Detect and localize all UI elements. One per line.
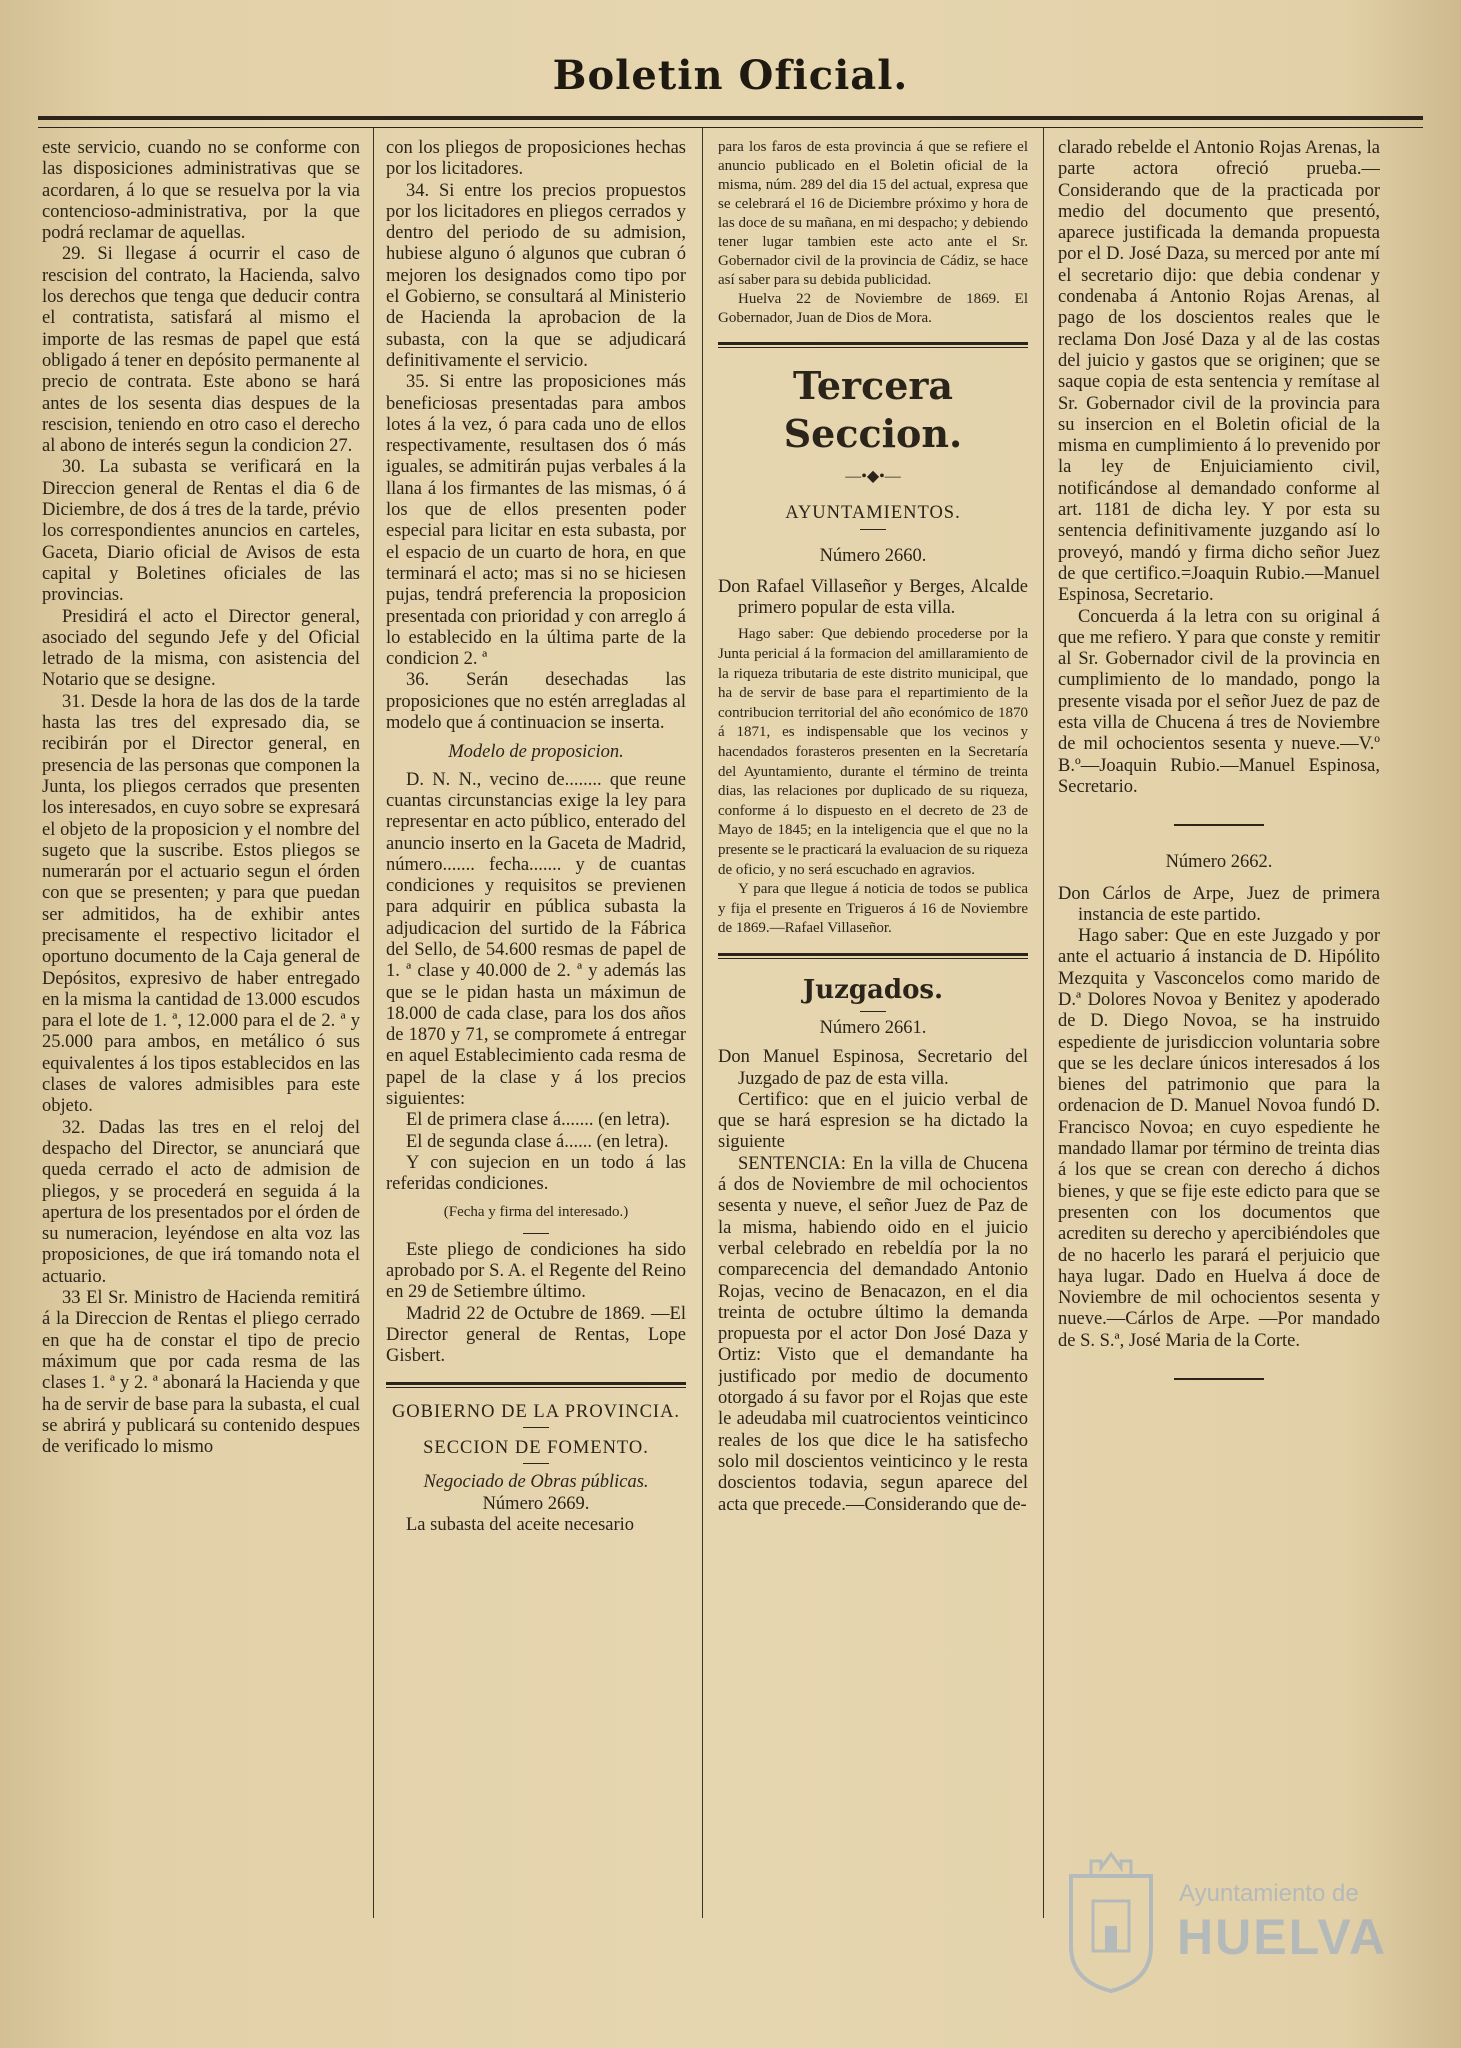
paragraph: Hago saber: Que en este Juzgado y por ante el actuario á instancia de D. Hipólito Mezquita y Vasconcelos como marido de D.ª Dolores Novoa y Benitez y apoderado de D. Diego Novoa, se ha instruido espediente de jurisdiccion voluntaria sobre que se les declare únicos interesados á los bienes del patrimonio que para la ordenacion de D. Manuel Novoa fundó D. Francisco Novoa; en cuyo espediente he mandado llamar por término de treinta dias á los que se crean con derecho á dichos bienes, y que se fije este edicto para que se presenten con los documentos que acrediten su derecho y apercibiéndoles que de no hacerlo les parará el perjuicio que haya lugar. Dado en Huelva á doce de Noviembre de mil ochocientos sesenta y nueve.—Cárlos de Arpe. —Por mandado de S. S.ª, José Maria de la Corte.: [1058, 926, 1380, 1351]
paragraph: Huelva 22 de Noviembre de 1869. El Gobernador, Juan de Dios de Mora.: [718, 291, 1028, 326]
notice-number: Número 2660.: [819, 545, 927, 566]
paragraph: Y para que llegue á noticia de todos se publica y fija el presente en Trigueros á 16 de Noviembre de 1869.—Rafael Villaseñor.: [718, 881, 1028, 937]
section-rule: [386, 1382, 686, 1388]
paragraph: Hago saber: Que debiendo procederse por la Junta pericial á la formacion del amillaramiento de la riqueza tributaria de este distrito municipal, que ha de servir de base para el repartimiento de la contribucion territorial del año económico de 1870 á 1871, es indispensable que los vecinos y hacendados forasteros presenten en la Secretaría del Ayuntamiento, durante el término de treinta dias, las relaciones por duplicado de su riqueza, conforme á lo dispuesto en el decreto de 23 de Mayo de 1845; en la inteligencia que el que no la presente se le practicará la evaluacion de su riqueza de oficio, y no será escuchado en agravios.: [718, 626, 1028, 878]
subsection-heading: Negociado de Obras públicas.: [423, 1472, 649, 1493]
paragraph: Concuerda á la letra con su original á que me refiero. Y para que conste y remitir al Sr. Gobernador civil de la provincia en cumplimiento de lo mandado, pongo la presente visada por el señor Juez de paz de esta villa de Chucena á tres de Noviembre de mil ochocientos sesenta y nueve.—V.º B.º—Joaquin Rubio.—Manuel Espinosa, Secretario.: [1058, 606, 1380, 797]
paragraph: El de segunda clase á...... (en letra).: [406, 1131, 669, 1152]
paragraph: El de primera clase á....... (en letra).: [406, 1110, 671, 1131]
paragraph: 36. Serán desechadas las proposiciones que no estén arregladas al modelo que á continuacion se inserta.: [386, 670, 686, 734]
paragraph: 29. Si llegase á ocurrir el caso de rescision del contrato, la Hacienda, salvo los derechos que tenga que deducir contra el contratista, satisfará al mismo el importe de las resmas de papel que está obligado á tener en depósito permanente al precio de contrata. Este abono se hará antes de los sesenta dias despues de la rescision, teniendo en otro caso el derecho al abono de interés segun la condicion 27.: [42, 244, 360, 457]
separator: [860, 529, 886, 530]
section-heading: SECCION DE FOMENTO.: [423, 1437, 649, 1458]
paragraph: SENTENCIA: En la villa de Chucena á dos de Noviembre de mil ochocientos sesenta y nueve, el señor Juez de Paz de la misma, habiendo oido en el juicio verbal celebrado en rebeldía por la no comparecencia del demandado Antonio Rojas, vecino de Benacazon, en el dia treinta de octubre último la demanda propuesta por el actor Don José Daza y Ortiz: Visto que el demandante ha justificado por medio de documento otorgado á su favor por el Rojas que este le adeudaba mil cuatrocientos veinticinco reales de los que dice le ha satisfecho solo mil doscientos veinticinco y le resta doscientos todavia, segun aparece del acta que precede.—Considerando que de-: [718, 1153, 1028, 1515]
section-rule: [718, 342, 1028, 348]
ayuntamientos-heading: AYUNTAMIENTOS.: [785, 503, 961, 524]
column-3: [718, 138, 1028, 1900]
masthead-rule: [38, 116, 1423, 128]
ornament-icon: —•◆•—: [845, 468, 901, 485]
signature-note: (Fecha y firma del interesado.): [443, 1203, 629, 1220]
paragraph: 31. Desde la hora de las dos de la tarde hasta las tres del expresado dia, se recibirán por el Director general, en presencia de las personas que componen la Junta, los pliegos cerrados que presenten los interesados, en cuyo sobre se expresará el objeto de la proposicion y el nombre del sugeto que la suscribe. Estos pliegos se numerarán por el actuario segun el órden con que se presenten; y para que puedan ser admitidos, ha de exhibir antes precisamente el respectivo licitador el oportuno documento de la Caja general de Depósitos, expresivo de haber entregado en la misma la cantidad de 13.000 escudos para el lote de 1. ª, 12.000 para el de 2. ª y 25.000 para ambos, en metálico ó sus equivalentes á los tipos establecidos en las clases de valores admisibles para este objeto.: [42, 691, 360, 1117]
separator: [523, 1233, 549, 1234]
separator: [1174, 824, 1264, 826]
watermark-line2: HUELVA: [1177, 1909, 1388, 1965]
separator: [860, 1011, 886, 1012]
juzgados-heading: Juzgados.: [802, 974, 944, 1005]
section-rule: [718, 953, 1028, 959]
column-1: [42, 138, 360, 1900]
paragraph: D. N. N., vecino de........ que reune cuantas circunstancias exige la ley para representar en acto público, enterado del anuncio inserto en la Gaceta de Madrid, número....... fecha....... y de cuantas condiciones y requisitos se previenen para adquirir en pública subasta la adjudicacion del surtido de la Fábrica del Sello, de 54.600 resmas de papel de 1. ª clase y 40.000 de 2. ª y además las que se le pidan hasta un máximun de 18.000 de cada clase, para los dos años de 1870 y 71, se compromete á entregar en aquel Establecimiento cada resma de papel de la clase y á los precios siguientes:: [386, 769, 686, 1110]
column-divider: [702, 128, 703, 1918]
separator: [523, 1463, 549, 1464]
paragraph: Don Rafael Villaseñor y Berges, Alcalde primero popular de esta villa.: [718, 576, 1028, 619]
column-2: [386, 138, 686, 1900]
separator: [1174, 1378, 1264, 1380]
notice-number: Número 2661.: [819, 1017, 927, 1038]
city-crest-icon: [1061, 1846, 1161, 1996]
notice-number: Número 2662.: [1165, 852, 1273, 873]
paragraph: Este pliego de condiciones ha sido aprobado por S. A. el Regente del Reino en 29 de Setiembre último.: [386, 1239, 686, 1303]
paragraph: Madrid 22 de Octubre de 1869. —El Director general de Rentas, Lope Gisbert.: [386, 1303, 686, 1367]
paragraph: Don Cárlos de Arpe, Juez de primera instancia de este partido.: [1058, 883, 1380, 925]
paragraph: La subasta del aceite necesario: [406, 1514, 635, 1535]
paragraph: con los pliegos de proposiciones hechas por los licitadores.: [386, 138, 686, 180]
paragraph: este servicio, cuando no se conforme con las disposiciones administrativas que se acordaren, á lo que se resuelva por la via contencioso-administrativa, por la que podrá reclamar de aquellas.: [42, 138, 360, 244]
model-title: Modelo de proposicion.: [448, 742, 624, 763]
paragraph: 34. Si entre los precios propuestos por los licitadores en pliegos cerrados y dentro del periodo de su admision, hubiese alguno ó algunos que cubran ó mejoren los designados como tipo por el Gobierno, se consultará al Ministerio de Hacienda la aprobacion de la subasta, con la que se adjudicará definitivamente el servicio.: [386, 180, 686, 371]
archive-watermark: [1061, 1846, 1391, 1996]
separator: [523, 1427, 549, 1428]
paragraph: 33 El Sr. Ministro de Hacienda remitirá á la Direccion de Rentas el pliego cerrado en que ha de constar el tipo de precio máximum que por cada resma de las clases 1. ª y 2. ª abonará la Hacienda y que ha de servir de base para la subasta, el cual se abrirá y publicará su contenido despues de verificado lo mismo: [42, 1288, 360, 1458]
column-4: [1058, 138, 1380, 1900]
paragraph: 30. La subasta se verificará en la Direccion general de Rentas el dia 6 de Diciembre, de dos á tres de la tarde, prévio los correspondientes anuncios en carteles, Gaceta, Diario oficial de Avisos de esta capital y Boletines oficiales de las provincias.: [42, 457, 360, 606]
paragraph: Presidirá el acto el Director general, asociado del segundo Jefe y del Oficial letrado de la misma, con asistencia del Notario que se designe.: [42, 606, 360, 691]
paragraph: clarado rebelde el Antonio Rojas Arenas, la parte actora ofreció prueba.—Considerando que de la practicada por medio del documento que presentó, aparece justificada la demanda propuesta por el D. José Daza, su merced por ante mí el secretario dijo: que debia condenar y condenaba á Antonio Rojas Arenas, al pago de los doscientos reales que le reclama Don José Daza y al de las costas del juicio y gastos que se originen; que se saque copia de esta sentencia y remítase al Sr. Gobernador civil de la provincia para su insercion en el Boletin oficial de la misma en cumplimiento á lo prevenido por la ley de Enjuiciamiento civil, notificándose al demandado conforme al art. 1181 de dicha ley. Y por esta su sentencia definitivamente juzgando así lo proveyó, mandó y firma dicho señor Juez de que certifico.=Joaquin Rubio.—Manuel Espinosa, Secretario.: [1058, 138, 1380, 606]
notice-number: Número 2669.: [482, 1493, 590, 1514]
paragraph: Certifico: que en el juicio verbal de que se hará espresion se ha dictado la siguiente: [718, 1089, 1028, 1153]
column-divider: [373, 128, 374, 1918]
third-section-heading: Tercera Seccion.: [783, 363, 963, 456]
government-heading: GOBIERNO DE LA PROVINCIA.: [391, 1401, 681, 1422]
masthead-title: Boletin Oficial.: [552, 52, 909, 99]
paragraph: Don Manuel Espinosa, Secretario del Juzgado de paz de esta villa.: [718, 1047, 1028, 1089]
paragraph: 32. Dadas las tres en el reloj del despacho del Director, se anunciará que queda cerrado el acto de admision de pliegos, y se procederá en seguida á la apertura de los presentados por el órden de su numeracion, leyéndose en alta voz las proposiciones, de que irá tomando nota el actuario.: [42, 1117, 360, 1287]
paragraph: 35. Si entre las proposiciones más beneficiosas presentadas para ambos lotes á la vez, ó para cada uno de ellos respectivamente, resultasen dos ó más iguales, se admitirán pujas verbales á la llana á los firmantes de las mismas, ó á los que de ellos presenten poder especial para licitar en esta subasta, por el espacio de un cuarto de hora, en que terminará el acto; mas si no se hiciesen pujas, tendrá preferencia la proposicion presentada con prioridad y con arreglo á lo establecido en la última parte de la condicion 2. ª: [386, 372, 686, 670]
paragraph: para los faros de esta provincia á que se refiere el anuncio publicado en el Boletin oficial de la misma, núm. 289 del dia 15 del actual, expresa que se celebrará el 16 de Diciembre próximo y hora de las doce de su mañana, en mi despacho; y debiendo tener lugar tambien este acto ante el Sr. Gobernador civil de la provincia de Cádiz, se hace así saber para su debida publicidad.: [718, 139, 1028, 288]
watermark-line1: Ayuntamiento de: [1179, 1880, 1359, 1907]
column-divider: [1043, 128, 1044, 1918]
paragraph: Y con sujecion en un todo á las referidas condiciones.: [386, 1152, 686, 1195]
